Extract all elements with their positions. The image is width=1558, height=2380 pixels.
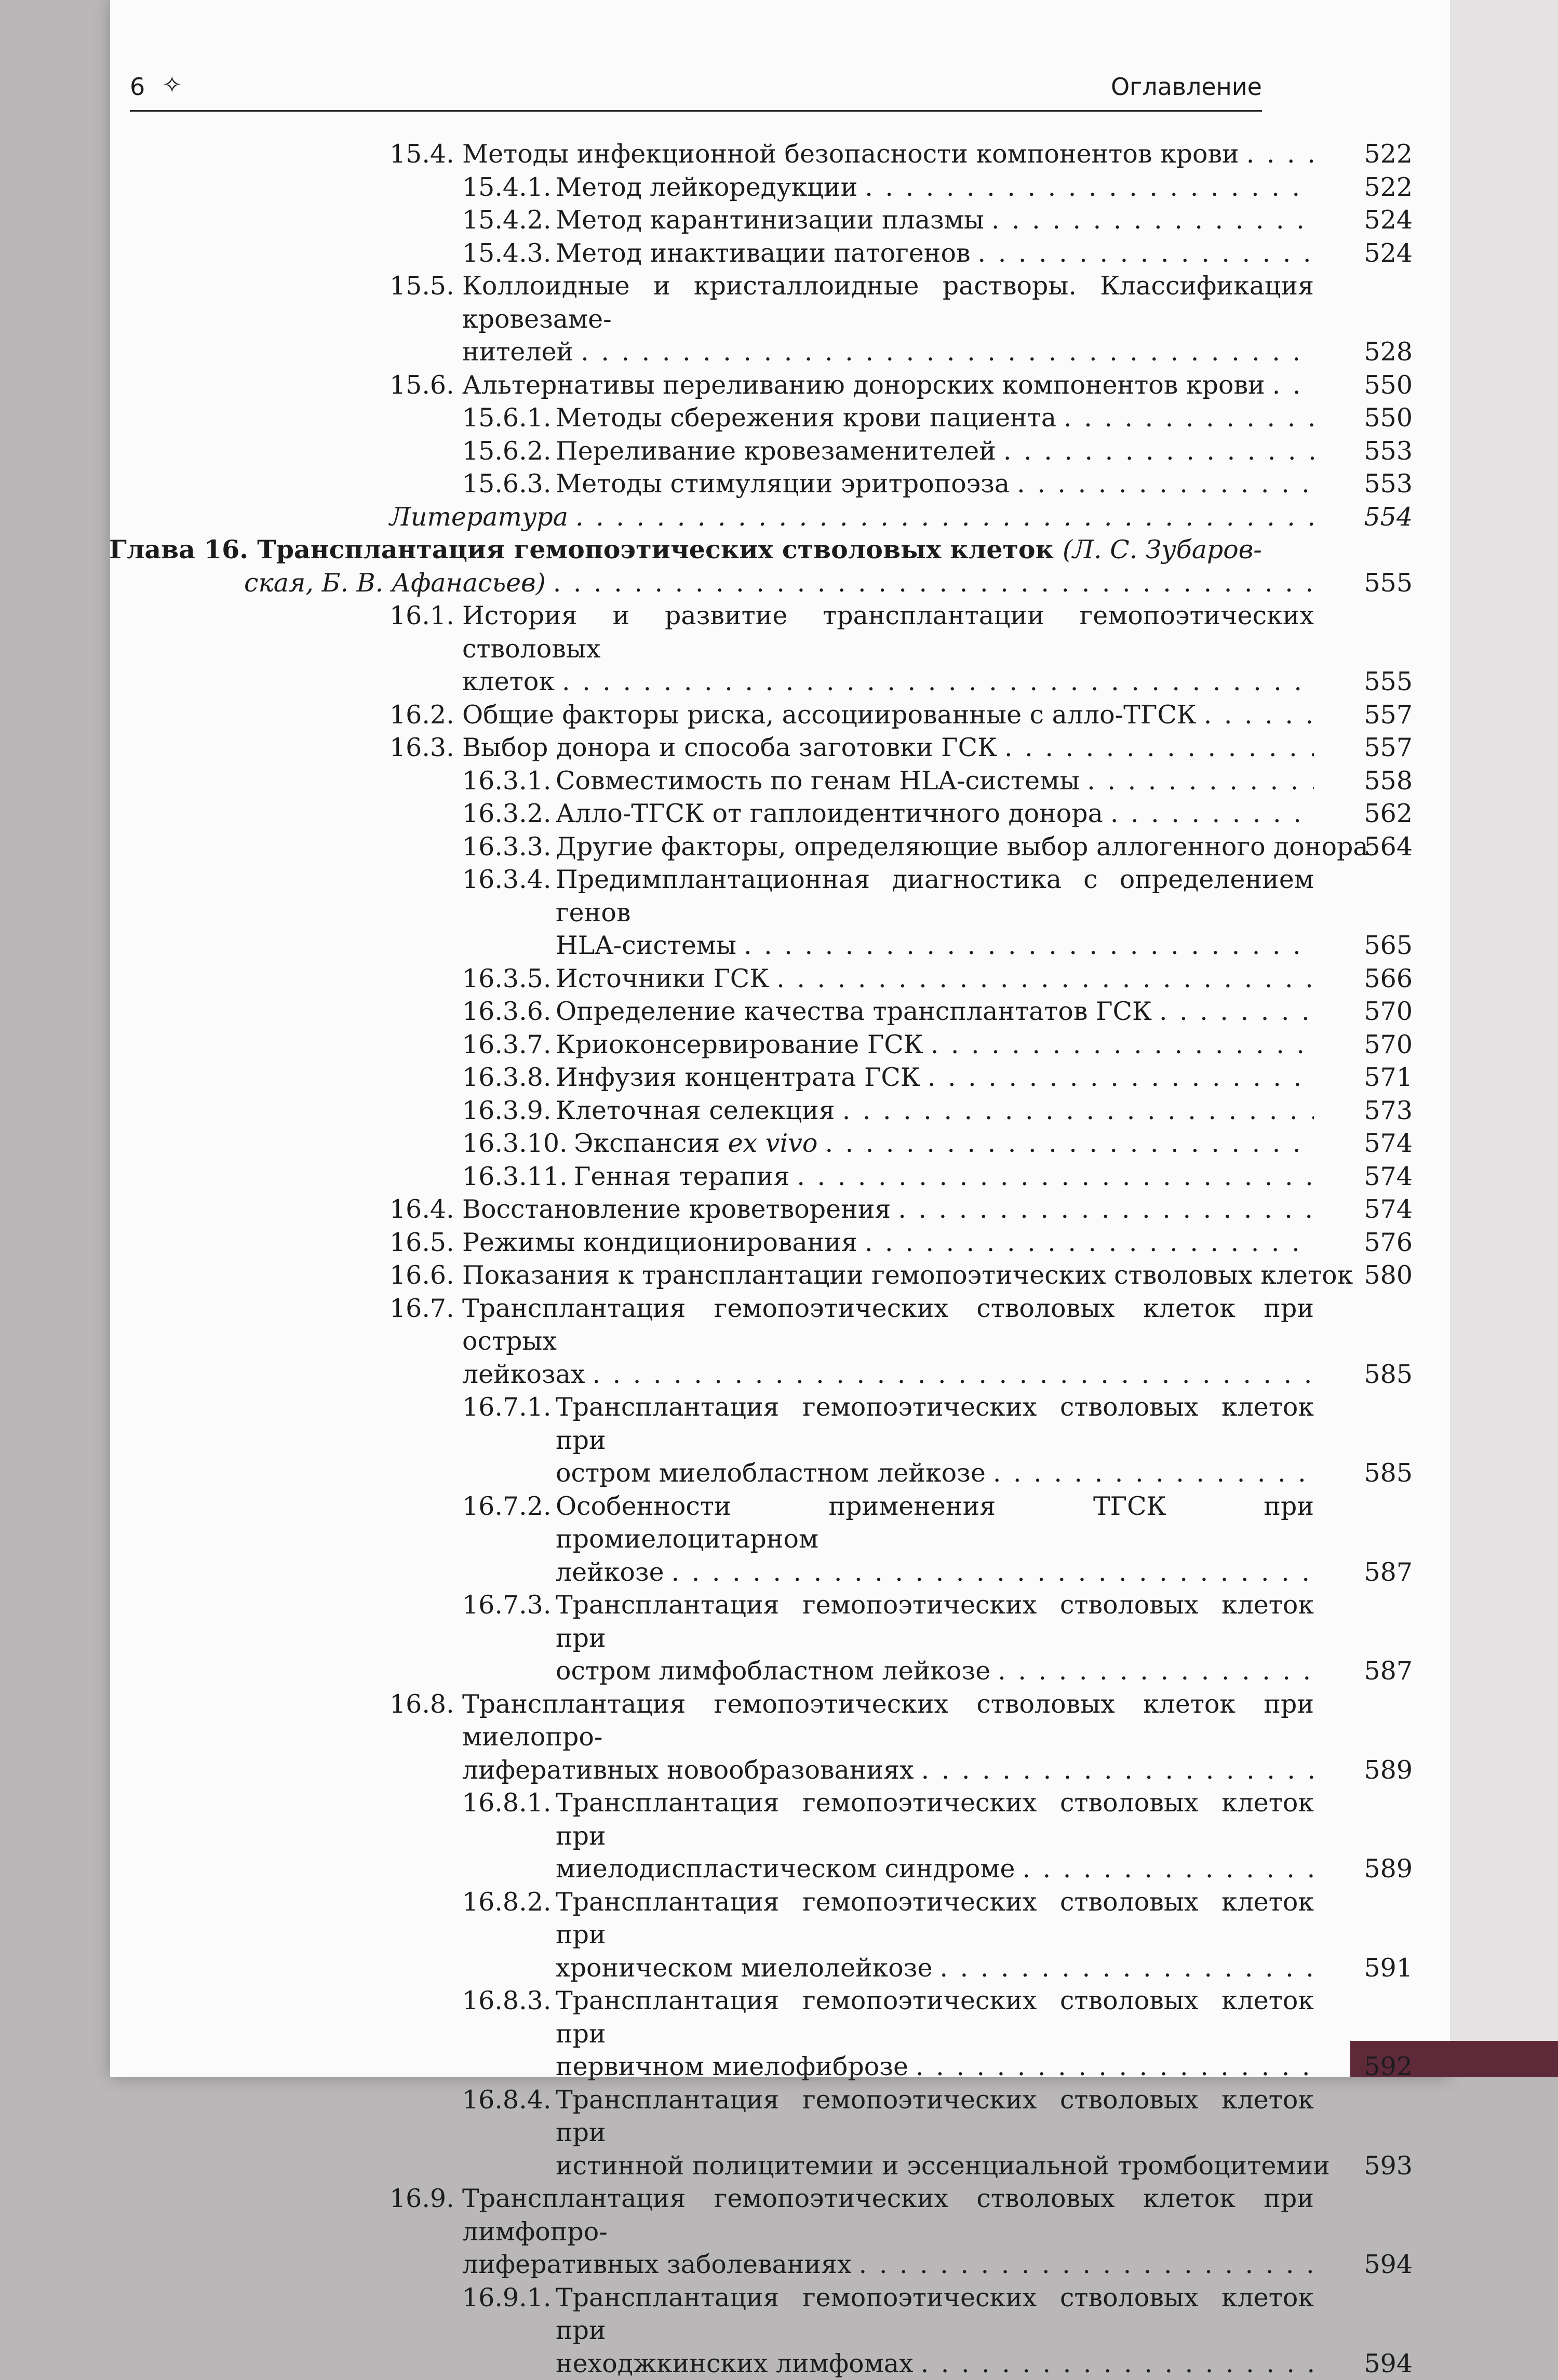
leader-dots <box>928 1061 1314 1094</box>
toc-entry-body <box>462 1786 1314 1886</box>
toc-page-number: 553 <box>1335 435 1413 468</box>
leader-dots <box>931 1028 1314 1061</box>
toc-entry-lastline <box>556 237 1314 270</box>
toc-entry[interactable] <box>135 2083 1413 2183</box>
toc-entry-title: Алло-ТГСК от гаплоидентичного донора <box>556 797 1103 830</box>
toc-entry-number: 16.7.2. <box>462 1490 551 1523</box>
toc-entry[interactable] <box>135 1061 1413 1094</box>
toc-page-number: 585 <box>1335 1358 1413 1391</box>
toc-entry-lastline <box>462 665 1314 698</box>
ornament-icon: ✧ <box>162 71 182 99</box>
toc-entry-number: 15.4.1. <box>462 171 551 204</box>
toc-page-number: 557 <box>1335 698 1413 732</box>
toc-entry-number: 16.2. <box>390 698 454 732</box>
toc-entry-body <box>462 2281 1314 2380</box>
toc-entry-title: Генная терапия <box>574 1160 789 1193</box>
toc-entry-number: 16.3.2. <box>462 797 551 830</box>
toc-entry-number: 16.7.3. <box>462 1589 551 1622</box>
toc-entry[interactable] <box>135 501 1413 534</box>
toc-entry-body <box>462 1160 1314 1193</box>
toc-entry-lastline <box>462 369 1314 402</box>
leader-dots <box>776 962 1314 996</box>
toc-page-number: 565 <box>1335 929 1413 962</box>
toc-entry-body <box>462 797 1314 830</box>
toc-entry[interactable] <box>135 1984 1413 2083</box>
leader-dots <box>998 1655 1314 1688</box>
toc-page-number: 587 <box>1335 1655 1413 1688</box>
toc-entry-body <box>390 369 1314 402</box>
leader-dots <box>978 237 1314 270</box>
toc-entry-lastline <box>556 1061 1314 1094</box>
toc-entry[interactable] <box>135 1786 1413 1886</box>
toc-entry-title: остром лимфобластном лейкозе <box>556 1655 990 1688</box>
toc-entry-body <box>462 204 1314 237</box>
toc-entry-body <box>462 1127 1314 1160</box>
toc-entry-body <box>390 1193 1314 1226</box>
toc-entry-body <box>135 533 1314 599</box>
leader-dots <box>921 1754 1314 1787</box>
toc-page-number: 587 <box>1335 1556 1413 1589</box>
toc-entry-body <box>462 1094 1314 1127</box>
toc-entry-line: Особенности применения ТГСК при промиелоцитарном <box>556 1490 1314 1556</box>
leader-dots <box>797 1160 1314 1193</box>
toc-entry[interactable] <box>135 1226 1413 1259</box>
toc-entry[interactable] <box>135 435 1413 468</box>
leader-dots <box>1022 1852 1314 1886</box>
toc-entry-title: первичном миелофиброзе <box>556 2050 908 2083</box>
page-number: 6 <box>130 73 145 101</box>
toc-entry-number: 16.8.3. <box>462 1984 551 2018</box>
toc-entry-number: 15.6.1. <box>462 401 551 435</box>
toc-entry-number: 15.4.3. <box>462 237 551 270</box>
toc-entry-lastline <box>556 467 1314 501</box>
toc-entry-title: клеток <box>462 665 555 698</box>
toc-page-number: 524 <box>1335 237 1413 270</box>
toc-entry[interactable] <box>135 599 1413 698</box>
toc-page-number: 557 <box>1335 731 1413 764</box>
toc-entry-line: Трансплантация гемопоэтических стволовых клеток при <box>556 1984 1314 2050</box>
toc-page-number: 555 <box>1335 567 1413 600</box>
toc-entry-lastline <box>462 731 1314 764</box>
leader-dots <box>865 1226 1314 1259</box>
toc-entry[interactable] <box>135 2281 1413 2380</box>
toc-page-number: 564 <box>1335 830 1413 864</box>
page-header <box>130 68 1262 114</box>
toc-entry-body <box>390 1292 1314 1391</box>
toc-entry-number: 16.8.4. <box>462 2083 551 2117</box>
chapter-title: Глава 16. Трансплантация гемопоэтических стволовых клеток <box>109 534 1063 564</box>
toc-entry-number: 16.9.1. <box>462 2281 551 2315</box>
leader-dots <box>865 171 1314 204</box>
page-edge <box>1450 0 1558 2077</box>
toc-entry[interactable] <box>135 533 1413 599</box>
toc-entry-number: 16.3.8. <box>462 1061 551 1094</box>
toc-entry-body <box>462 401 1314 435</box>
toc-page-number: 553 <box>1335 467 1413 501</box>
toc-page-number: 570 <box>1335 995 1413 1028</box>
toc-entry-title: Другие факторы, определяющие выбор аллогенного донора <box>556 830 1368 864</box>
toc-entry-lastline <box>574 1160 1314 1193</box>
toc-entry-body <box>462 1391 1314 1490</box>
toc-entry-title: Экспансия ex vivo <box>574 1127 817 1160</box>
toc-entry-number: 15.4. <box>390 138 454 171</box>
leader-dots <box>898 1193 1314 1226</box>
toc-entry-lastline <box>556 764 1314 798</box>
table-of-contents <box>135 138 1413 2380</box>
chapter-authors: (Л. С. Зубаров- <box>1063 535 1262 564</box>
toc-entry-body <box>462 2083 1314 2183</box>
toc-page-number: 585 <box>1335 1457 1413 1490</box>
leader-dots <box>1087 764 1314 798</box>
toc-entry-title: Литература <box>390 501 568 534</box>
toc-entry-title: неходжкинских лимфомах <box>556 2347 914 2380</box>
toc-entry[interactable] <box>135 698 1413 732</box>
toc-entry-title: Восстановление кроветворения <box>462 1193 891 1226</box>
toc-entry-title: Определение качества трансплантатов ГСК <box>556 995 1152 1028</box>
toc-entry-title: Клеточная селекция <box>556 1094 835 1127</box>
toc-entry-number: 16.3.11. <box>462 1160 568 1193</box>
toc-entry-lastline <box>556 1028 1314 1061</box>
leader-dots <box>825 1127 1314 1160</box>
toc-entry-title: Метод карантинизации плазмы <box>556 204 984 237</box>
toc-entry-title: Криоконсервирование ГСК <box>556 1028 923 1061</box>
toc-page-number: 593 <box>1335 2149 1413 2183</box>
toc-entry-lastline <box>556 1556 1314 1589</box>
toc-entry-body <box>462 830 1314 864</box>
toc-entry[interactable] <box>135 1028 1413 1061</box>
toc-page-number: 573 <box>1335 1094 1413 1127</box>
toc-entry-lastline <box>556 171 1314 204</box>
toc-entry-line: Трансплантация гемопоэтических стволовых клеток при <box>556 2281 1314 2347</box>
toc-entry-line: Коллоидные и кристаллоидные растворы. Классификация кровезаме- <box>462 270 1314 335</box>
toc-entry-lastline <box>556 1655 1314 1688</box>
leader-dots <box>940 1952 1314 1985</box>
toc-entry-title: Метод лейкоредукции <box>556 171 857 204</box>
toc-entry-number: 16.6. <box>390 1259 454 1292</box>
leader-dots <box>744 929 1314 962</box>
toc-entry-number: 16.9. <box>390 2182 454 2215</box>
toc-page-number: 580 <box>1335 1259 1413 1292</box>
toc-entry-body <box>390 731 1314 764</box>
toc-entry-title: нителей <box>462 335 573 369</box>
toc-entry-title: остром миелобластном лейкозе <box>556 1457 986 1490</box>
toc-entry-body <box>462 1061 1314 1094</box>
toc-entry-title: лиферативных заболеваниях <box>462 2248 852 2281</box>
toc-entry-lastline <box>556 401 1314 435</box>
toc-entry-title: Источники ГСК <box>556 962 769 996</box>
leader-dots <box>553 567 1314 600</box>
leader-dots <box>859 2248 1314 2281</box>
leader-dots <box>562 665 1314 698</box>
leader-dots <box>1159 995 1314 1028</box>
toc-entry[interactable] <box>135 1391 1413 1490</box>
toc-entry-body <box>390 1688 1314 1787</box>
toc-entry-number: 16.3.5. <box>462 962 551 996</box>
toc-entry[interactable] <box>135 369 1413 402</box>
toc-page-number: 594 <box>1335 2347 1413 2380</box>
toc-page-number: 562 <box>1335 797 1413 830</box>
toc-entry-lastline <box>462 1259 1314 1292</box>
toc-entry-line: Трансплантация гемопоэтических стволовых клеток при острых <box>462 1292 1314 1358</box>
toc-entry-number: 15.6.3. <box>462 467 551 501</box>
toc-page-number: 555 <box>1335 665 1413 698</box>
toc-entry-title: Методы стимуляции эритропоэза <box>556 467 1010 501</box>
toc-entry-title: Инфузия концентрата ГСК <box>556 1061 920 1094</box>
toc-entry-number: 16.8.1. <box>462 1786 551 1820</box>
toc-entry-title: лейкозах <box>462 1358 585 1391</box>
leader-dots <box>592 1358 1314 1391</box>
leader-dots <box>1272 369 1314 402</box>
toc-entry[interactable] <box>135 1160 1413 1193</box>
toc-entry-title: Показания к трансплантации гемопоэтических стволовых клеток <box>462 1259 1353 1292</box>
toc-entry-body <box>390 698 1314 732</box>
toc-entry-number: 16.1. <box>390 599 454 633</box>
toc-entry-lastline <box>556 1852 1314 1886</box>
toc-page-number: 592 <box>1335 2050 1413 2083</box>
toc-entry-lastline <box>556 2149 1314 2183</box>
toc-entry-lastline <box>556 1952 1314 1985</box>
toc-entry-title: HLA-системы <box>556 929 736 962</box>
leader-dots <box>842 1094 1314 1127</box>
toc-entry[interactable] <box>135 138 1413 171</box>
toc-entry-body <box>390 501 1314 534</box>
toc-page-number: 528 <box>1335 335 1413 369</box>
toc-entry-body <box>390 1226 1314 1259</box>
toc-entry-lastline <box>556 2050 1314 2083</box>
toc-entry-number: 16.5. <box>390 1226 454 1259</box>
toc-entry[interactable] <box>135 1094 1413 1127</box>
toc-entry-lastline <box>135 567 1314 600</box>
toc-entry-lastline <box>556 1094 1314 1127</box>
toc-entry-italic: ex vivo <box>720 1128 817 1158</box>
toc-entry-line: Трансплантация гемопоэтических стволовых клеток при <box>556 1886 1314 1952</box>
toc-entry-body <box>390 599 1314 698</box>
toc-page-number: 566 <box>1335 962 1413 996</box>
toc-entry[interactable] <box>135 1259 1413 1292</box>
toc-entry-lastline <box>462 138 1314 171</box>
toc-entry-line: Трансплантация гемопоэтических стволовых клеток при <box>556 2083 1314 2149</box>
toc-page-number: 550 <box>1335 369 1413 402</box>
toc-entry-body <box>462 863 1314 962</box>
toc-entry-number: 16.8. <box>390 1688 454 1721</box>
toc-entry[interactable] <box>135 731 1413 764</box>
toc-entry-lastline <box>462 698 1314 732</box>
toc-entry-body <box>462 1589 1314 1688</box>
leader-dots <box>993 1457 1314 1490</box>
toc-entry[interactable] <box>135 863 1413 962</box>
toc-entry-number: 16.3.3. <box>462 830 551 864</box>
toc-entry[interactable] <box>135 764 1413 798</box>
running-title: Оглавление <box>1111 73 1262 101</box>
toc-entry-number: 16.8.2. <box>462 1886 551 1919</box>
toc-entry[interactable] <box>135 797 1413 830</box>
toc-entry-line: История и развитие трансплантации гемопоэтических стволовых <box>462 599 1314 665</box>
toc-entry[interactable] <box>135 467 1413 501</box>
toc-entry[interactable] <box>135 171 1413 204</box>
toc-entry[interactable] <box>135 1127 1413 1160</box>
toc-entry-lastline <box>556 204 1314 237</box>
toc-entry-lastline <box>556 929 1314 962</box>
toc-entry-line: Предимплантационная диагностика с определением генов <box>556 863 1314 929</box>
toc-page-number: 589 <box>1335 1754 1413 1787</box>
toc-entry-title: Режимы кондиционирования <box>462 1226 857 1259</box>
toc-entry-body <box>462 1984 1314 2083</box>
toc-entry-body <box>462 237 1314 270</box>
toc-entry-body <box>390 270 1314 369</box>
toc-entry[interactable] <box>135 1490 1413 1589</box>
leader-dots <box>575 501 1314 534</box>
leader-dots <box>921 2347 1314 2380</box>
toc-page-number: 594 <box>1335 2248 1413 2281</box>
toc-page-number: 558 <box>1335 764 1413 798</box>
toc-entry-line: Трансплантация гемопоэтических стволовых клеток при <box>556 1786 1314 1852</box>
toc-entry-body <box>462 764 1314 798</box>
toc-entry-lastline <box>462 1193 1314 1226</box>
toc-entry-number: 16.3.6. <box>462 995 551 1028</box>
toc-entry-body <box>390 2182 1314 2281</box>
chapter-authors-cont: ская, Б. В. Афанасьев) <box>244 567 546 600</box>
toc-entry-number: 15.5. <box>390 270 454 303</box>
toc-entry-title: лейкозе <box>556 1556 664 1589</box>
toc-entry-lastline <box>462 335 1314 369</box>
leader-dots <box>1017 467 1314 501</box>
toc-entry-line: Трансплантация гемопоэтических стволовых клеток при <box>556 1589 1314 1655</box>
toc-entry-line: Трансплантация гемопоэтических стволовых клеток при лимфопро- <box>462 2182 1314 2248</box>
toc-entry-number: 16.3.9. <box>462 1094 551 1127</box>
toc-entry-body <box>390 138 1314 171</box>
toc-entry-body <box>462 435 1314 468</box>
leader-dots <box>1204 698 1314 732</box>
toc-entry-body <box>462 467 1314 501</box>
toc-entry-number: 16.3.10. <box>462 1127 568 1160</box>
leader-dots <box>1064 401 1314 435</box>
toc-entry-title: Альтернативы переливанию донорских компонентов крови <box>462 369 1265 402</box>
toc-page-number: 574 <box>1335 1127 1413 1160</box>
toc-entry-number: 16.3. <box>390 731 454 764</box>
toc-page-number: 522 <box>1335 138 1413 171</box>
toc-entry-title: Общие факторы риска, ассоциированные с алло-ТГСК <box>462 698 1197 732</box>
toc-entry-title: Метод инактивации патогенов <box>556 237 971 270</box>
toc-entry[interactable] <box>135 1292 1413 1391</box>
toc-page-number: 574 <box>1335 1160 1413 1193</box>
toc-entry-title: хроническом миелолейкозе <box>556 1952 933 1985</box>
toc-entry-lastline <box>462 1754 1314 1787</box>
toc-entry-title: Методы инфекционной безопасности компонентов крови <box>462 138 1239 171</box>
toc-entry-lastline <box>462 1226 1314 1259</box>
toc-entry-number: 16.3.4. <box>462 863 551 896</box>
toc-entry-lastline <box>556 962 1314 996</box>
toc-entry-lastline <box>462 1358 1314 1391</box>
toc-entry-number: 16.7. <box>390 1292 454 1325</box>
toc-entry-number: 16.3.7. <box>462 1028 551 1061</box>
toc-entry-line: Трансплантация гемопоэтических стволовых клеток при <box>556 1391 1314 1457</box>
toc-entry-title: Методы сбережения крови пациента <box>556 401 1056 435</box>
leader-dots <box>1110 797 1314 830</box>
toc-entry-body <box>462 171 1314 204</box>
toc-page-number: 554 <box>1335 501 1413 534</box>
toc-entry-body <box>462 995 1314 1028</box>
leader-dots <box>671 1556 1314 1589</box>
toc-entry[interactable] <box>135 401 1413 435</box>
chapter-heading-line <box>109 533 1314 567</box>
leader-dots <box>1003 435 1314 468</box>
header-rule <box>130 110 1262 112</box>
toc-entry-number: 15.6.2. <box>462 435 551 468</box>
toc-page-number: 524 <box>1335 204 1413 237</box>
toc-entry-title: миелодиспластическом синдроме <box>556 1852 1015 1886</box>
toc-entry-lastline <box>556 797 1314 830</box>
toc-entry-title: Совместимость по генам HLA-системы <box>556 764 1080 798</box>
toc-entry-lastline <box>556 435 1314 468</box>
toc-entry[interactable] <box>135 1589 1413 1688</box>
toc-entry-lastline <box>556 1457 1314 1490</box>
toc-page-number: 574 <box>1335 1193 1413 1226</box>
toc-entry[interactable] <box>135 204 1413 237</box>
toc-entry[interactable] <box>135 1688 1413 1787</box>
toc-entry[interactable] <box>135 962 1413 996</box>
toc-entry[interactable] <box>135 995 1413 1028</box>
toc-entry-number: 15.4.2. <box>462 204 551 237</box>
toc-entry-lastline <box>556 995 1314 1028</box>
toc-entry-lastline <box>556 830 1314 864</box>
toc-entry-line: Трансплантация гемопоэтических стволовых клеток при миелопро- <box>462 1688 1314 1754</box>
toc-entry-title: Выбор донора и способа заготовки ГСК <box>462 731 997 764</box>
toc-page-number: 591 <box>1335 1952 1413 1985</box>
toc-entry-title: Переливание кровезаменителей <box>556 435 996 468</box>
toc-entry-number: 16.4. <box>390 1193 454 1226</box>
toc-entry-title: лиферативных новообразованиях <box>462 1754 914 1787</box>
leader-dots <box>1246 138 1314 171</box>
leader-dots <box>1004 731 1314 764</box>
toc-entry-number: 16.3.1. <box>462 764 551 798</box>
toc-entry-body <box>462 1886 1314 1985</box>
toc-entry-title: истинной полицитемии и эссенциальной тромбоцитемии <box>556 2149 1330 2183</box>
toc-entry-body <box>390 1259 1314 1292</box>
toc-entry[interactable] <box>135 2182 1413 2281</box>
toc-page-number: 576 <box>1335 1226 1413 1259</box>
toc-entry[interactable] <box>135 270 1413 369</box>
toc-entry-body <box>462 1490 1314 1589</box>
toc-entry-lastline <box>556 2347 1314 2380</box>
toc-page-number: 550 <box>1335 401 1413 435</box>
toc-entry-number: 16.7.1. <box>462 1391 551 1424</box>
leader-dots <box>991 204 1314 237</box>
toc-page-number: 570 <box>1335 1028 1413 1061</box>
toc-entry[interactable] <box>135 1193 1413 1226</box>
toc-entry[interactable] <box>135 237 1413 270</box>
toc-entry-lastline <box>574 1127 1314 1160</box>
toc-page-number: 589 <box>1335 1852 1413 1886</box>
toc-entry-number: 15.6. <box>390 369 454 402</box>
toc-page-number: 522 <box>1335 171 1413 204</box>
toc-entry-lastline <box>462 2248 1314 2281</box>
toc-entry[interactable] <box>135 830 1413 864</box>
leader-dots <box>916 2050 1314 2083</box>
toc-page-number: 571 <box>1335 1061 1413 1094</box>
toc-entry-body <box>462 1028 1314 1061</box>
toc-entry[interactable] <box>135 1886 1413 1985</box>
leader-dots <box>581 335 1314 369</box>
toc-entry-lastline <box>390 501 1314 534</box>
toc-entry-body <box>462 962 1314 996</box>
